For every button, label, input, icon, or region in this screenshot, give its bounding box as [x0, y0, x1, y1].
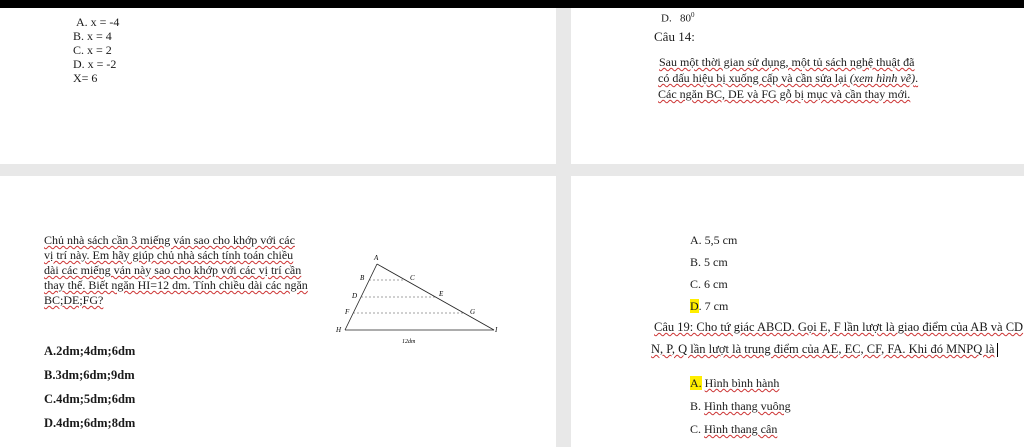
question-14-line-1: Sau một thời gian sử dụng, một tủ sách nghệ thuật đã: [659, 55, 915, 69]
base-length-label: 12dm: [402, 339, 416, 345]
slide-thumbnail-3[interactable]: [0, 176, 556, 447]
question-19-line-2: [651, 342, 998, 357]
label-i: I: [495, 326, 498, 334]
problem-line-2: vị trí này. Em hãy giúp chủ nhà sách tính toán chiều: [44, 248, 294, 262]
option-c: C. x = 2: [73, 43, 112, 57]
answer-a-letter: A.: [690, 376, 702, 390]
problem-line-1: Chủ nhà sách cần 3 miếng ván sao cho khớp với các: [44, 233, 295, 247]
label-d: D: [352, 292, 358, 300]
label-c: C: [410, 274, 415, 282]
top-option-d: [661, 8, 694, 26]
choice-d: [690, 299, 728, 313]
option-x: X= 6: [73, 71, 98, 85]
choice-c: C. 6 cm: [690, 277, 728, 291]
highlight-marker: D: [690, 299, 699, 313]
answer-option-c: C.4dm;5dm;6dm: [44, 392, 136, 406]
top-option-value: 80: [679, 12, 691, 25]
label-a: A: [374, 254, 379, 262]
triangle-figure: [330, 250, 510, 350]
answer-option-a: A.2dm;4dm;6dm: [44, 344, 136, 358]
text-cursor: [997, 343, 998, 357]
answer-b-letter: B.: [690, 399, 702, 413]
slide-thumbnail-4[interactable]: [571, 176, 1024, 447]
option-a: A. x = -4: [76, 15, 120, 29]
question-19-line-1: Câu 19: Cho tứ giác ABCD. Gọi E, F lần lượt là giao điểm của AB và CD: [654, 320, 1024, 334]
question-14-line-2-text: có dấu hiệu bị xuống cấp và cần sửa lại: [658, 71, 850, 85]
problem-line-4: thay thế. Biết ngăn HI=12 dm. Tính chiều dài các ngăn: [44, 278, 308, 292]
answer-c[interactable]: [690, 422, 777, 436]
question-14-line-2-end: .: [915, 71, 919, 85]
label-g: G: [470, 308, 476, 316]
label-b: B: [360, 274, 365, 282]
question-14-line-2: [658, 71, 918, 85]
question-14-italic-note: (xem hình vẽ): [849, 71, 916, 85]
answer-b-text: Hình thang vuông: [704, 399, 791, 413]
choice-b: B. 5 cm: [690, 255, 728, 269]
problem-line-3: dài các miếng ván này sao cho khớp với các vị trí cần: [44, 263, 302, 277]
answer-c-text: Hình thang cân: [704, 422, 778, 436]
answer-option-b: B.3dm;6dm;9dm: [44, 368, 135, 382]
answer-b[interactable]: [690, 399, 791, 413]
label-e: E: [439, 290, 444, 298]
top-black-bar: [0, 0, 1024, 8]
top-option-letter: D.: [661, 12, 672, 25]
question-19-line-2-text: N, P, Q lần lượt là trung điểm của AE, EC, CF, FA. Khi đó MNPQ là: [651, 342, 995, 356]
option-d: D. x = -2: [73, 57, 117, 71]
label-h: H: [336, 326, 342, 334]
option-b: B. x = 4: [73, 29, 112, 43]
answer-a[interactable]: [690, 376, 779, 390]
slide-thumbnail-2[interactable]: [571, 8, 1024, 164]
answer-c-letter: C.: [690, 422, 702, 436]
question-14-label: Câu 14:: [654, 29, 695, 44]
label-f: F: [345, 308, 350, 316]
answer-a-text: Hình bình hành: [704, 376, 780, 390]
slide-thumbnail-1[interactable]: [0, 8, 556, 164]
choice-a: A. 5,5 cm: [690, 233, 738, 247]
question-14-line-3: Các ngăn BC, DE và FG gỗ bị mục và cần thay mới.: [658, 87, 911, 101]
answer-option-d: D.4dm;6dm;8dm: [44, 416, 136, 430]
choice-d-rest: . 7 cm: [698, 299, 729, 313]
problem-line-5: BC;DE;FG?: [44, 293, 104, 307]
degree-sup: 0: [690, 11, 695, 19]
